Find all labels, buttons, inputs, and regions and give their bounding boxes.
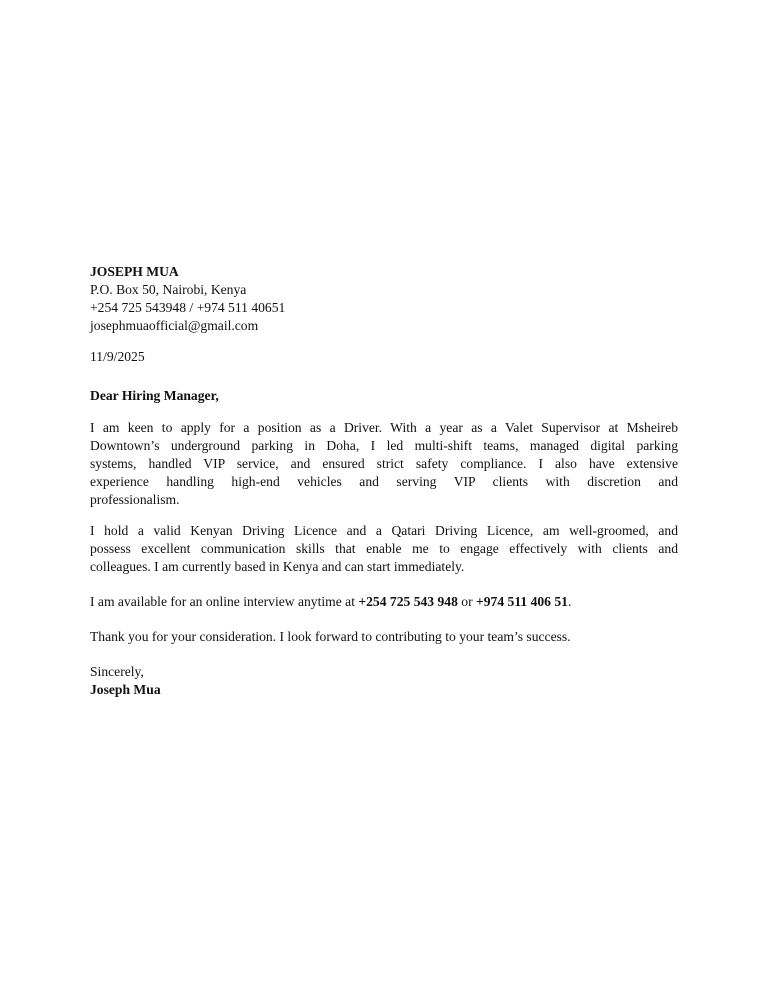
paragraph1-line: I am keen to apply for a position as a Driver. With a year as a Valet Supervisor at Msheireb — [90, 420, 678, 435]
sender-email: josephmuaofficial@gmail.com — [90, 318, 259, 333]
paragraph1-line: professionalism. — [90, 492, 180, 507]
paragraph3-suffix: . — [567, 594, 572, 609]
paragraph3-prefix: I am available for an online interview anytime at — [90, 594, 359, 609]
paragraph3 — [90, 593, 678, 611]
signature-text: Joseph Mua — [90, 682, 161, 697]
paragraph1-line: experience handling high-end vehicles and serving VIP clients with discretion and — [90, 474, 678, 489]
paragraph2-line: possess excellent communication skills that enable me to engage effectively with clients and — [90, 541, 678, 556]
interview-phone-kenya: +254 725 543 948 — [358, 594, 458, 609]
paragraph2-line: colleagues. I am currently based in Kenya and can start immediately. — [90, 559, 465, 574]
sender-address: P.O. Box 50, Nairobi, Kenya — [90, 282, 247, 297]
paragraph2-line: I hold a valid Kenyan Driving Licence and a Qatari Driving Licence, am well-groomed, and — [90, 523, 678, 538]
closing: Sincerely, — [90, 664, 144, 679]
paragraph1-line: systems, handled VIP service, and ensured strict safety compliance. I also have extensive — [90, 456, 678, 471]
sender-name-text: JOSEPH MUA — [90, 264, 179, 279]
sender-name — [90, 263, 678, 281]
paragraph4: Thank you for your consideration. I look forward to contributing to your team’s success. — [90, 629, 571, 644]
paragraph3-middle: or — [457, 594, 477, 609]
sender-phones: +254 725 543948 / +974 511 40651 — [90, 300, 286, 315]
salutation — [90, 387, 678, 405]
signature — [90, 681, 678, 699]
paragraph1-line: Downtown’s underground parking in Doha, I led multi-shift teams, managed digital parking — [90, 438, 678, 453]
interview-phone-qatar: +974 511 406 51 — [476, 594, 568, 609]
salutation-text: Dear Hiring Manager, — [90, 388, 219, 403]
letter-date: 11/9/2025 — [90, 349, 145, 364]
